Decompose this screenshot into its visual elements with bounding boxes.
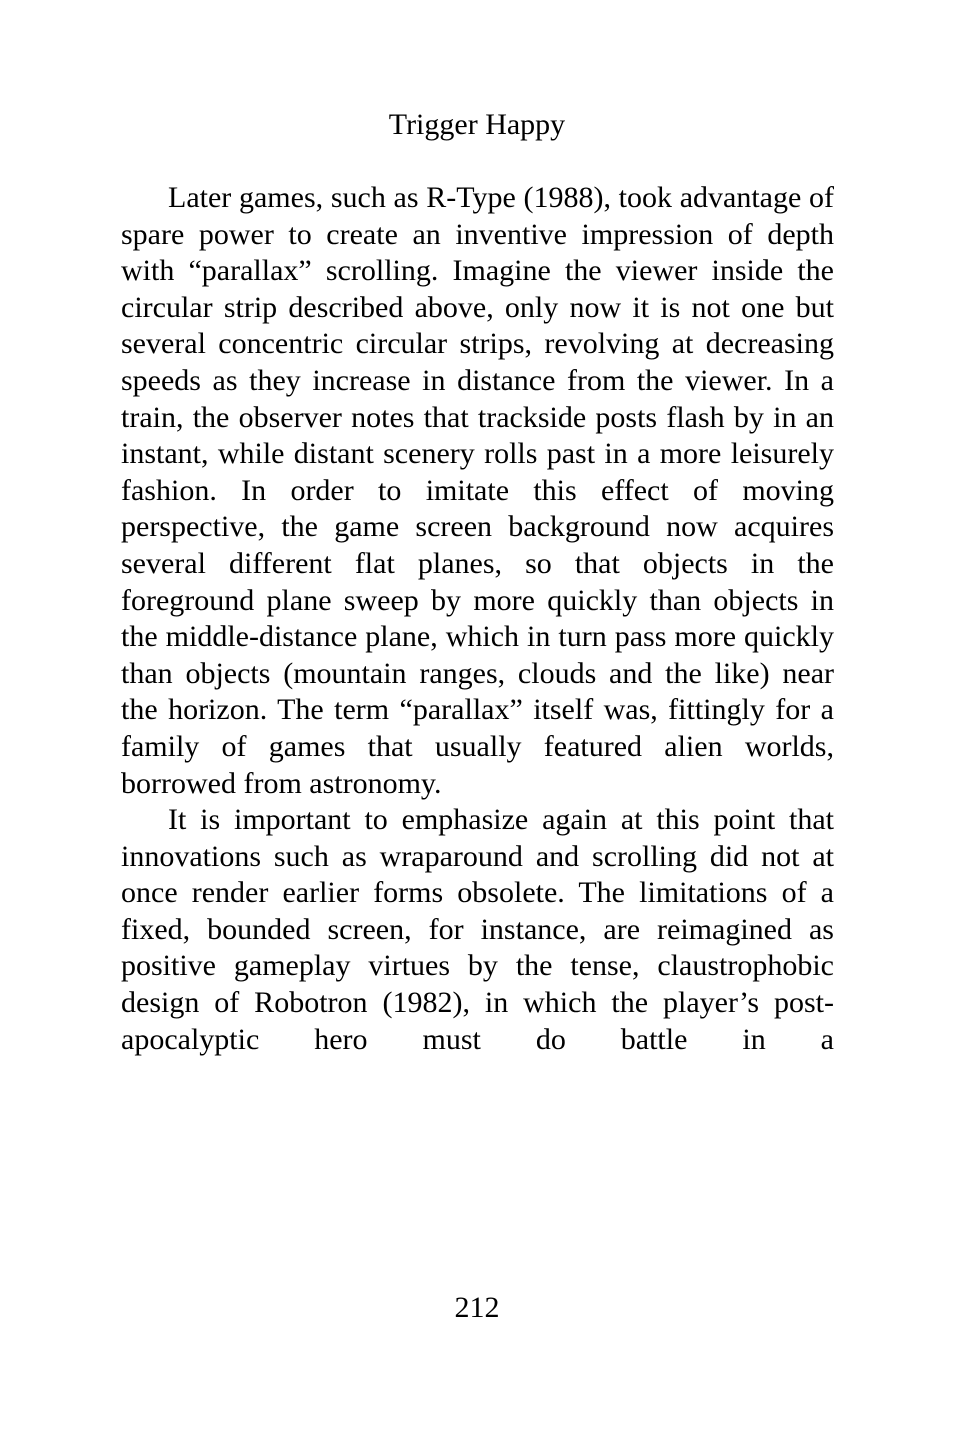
- page-number: 212: [454, 1291, 500, 1324]
- running-head-title: Trigger Happy: [388, 108, 566, 141]
- body-text: [121, 180, 834, 1058]
- paragraph-2: It is important to emphasize again at this point that innovations such as wraparound and scrolling did not at once render earlier forms obsolete. The limitations of a fixed, bounded screen, for instance, are reimagined as positive gameplay virtues by the tense, claustrophobic design of Robotron (1982), in which the player’s post-apocalyptic hero must do battle in a: [121, 803, 834, 1056]
- paragraph-1: Later games, such as R-Type (1988), took advantage of spare power to create an inventive impression of depth with “parallax” scrolling. Imagine the viewer inside the circular strip described above, only now it is not one but several concentric circular strips, revolving at decreasing speeds as they increase in distance from the viewer. In a train, the observer notes that trackside posts flash by in an instant, while distant scenery rolls past in a more leisurely fashion. In order to imitate this effect of moving perspective, the game screen background now acquires several different flat planes, so that objects in the foreground plane sweep by more quickly than objects in the middle-distance plane, which in turn pass more quickly than objects (mountain ranges, clouds and the like) near the horizon. The term “parallax” itself was, fittingly for a family of games that usually featured alien worlds, borrowed from astronomy.: [121, 181, 834, 800]
